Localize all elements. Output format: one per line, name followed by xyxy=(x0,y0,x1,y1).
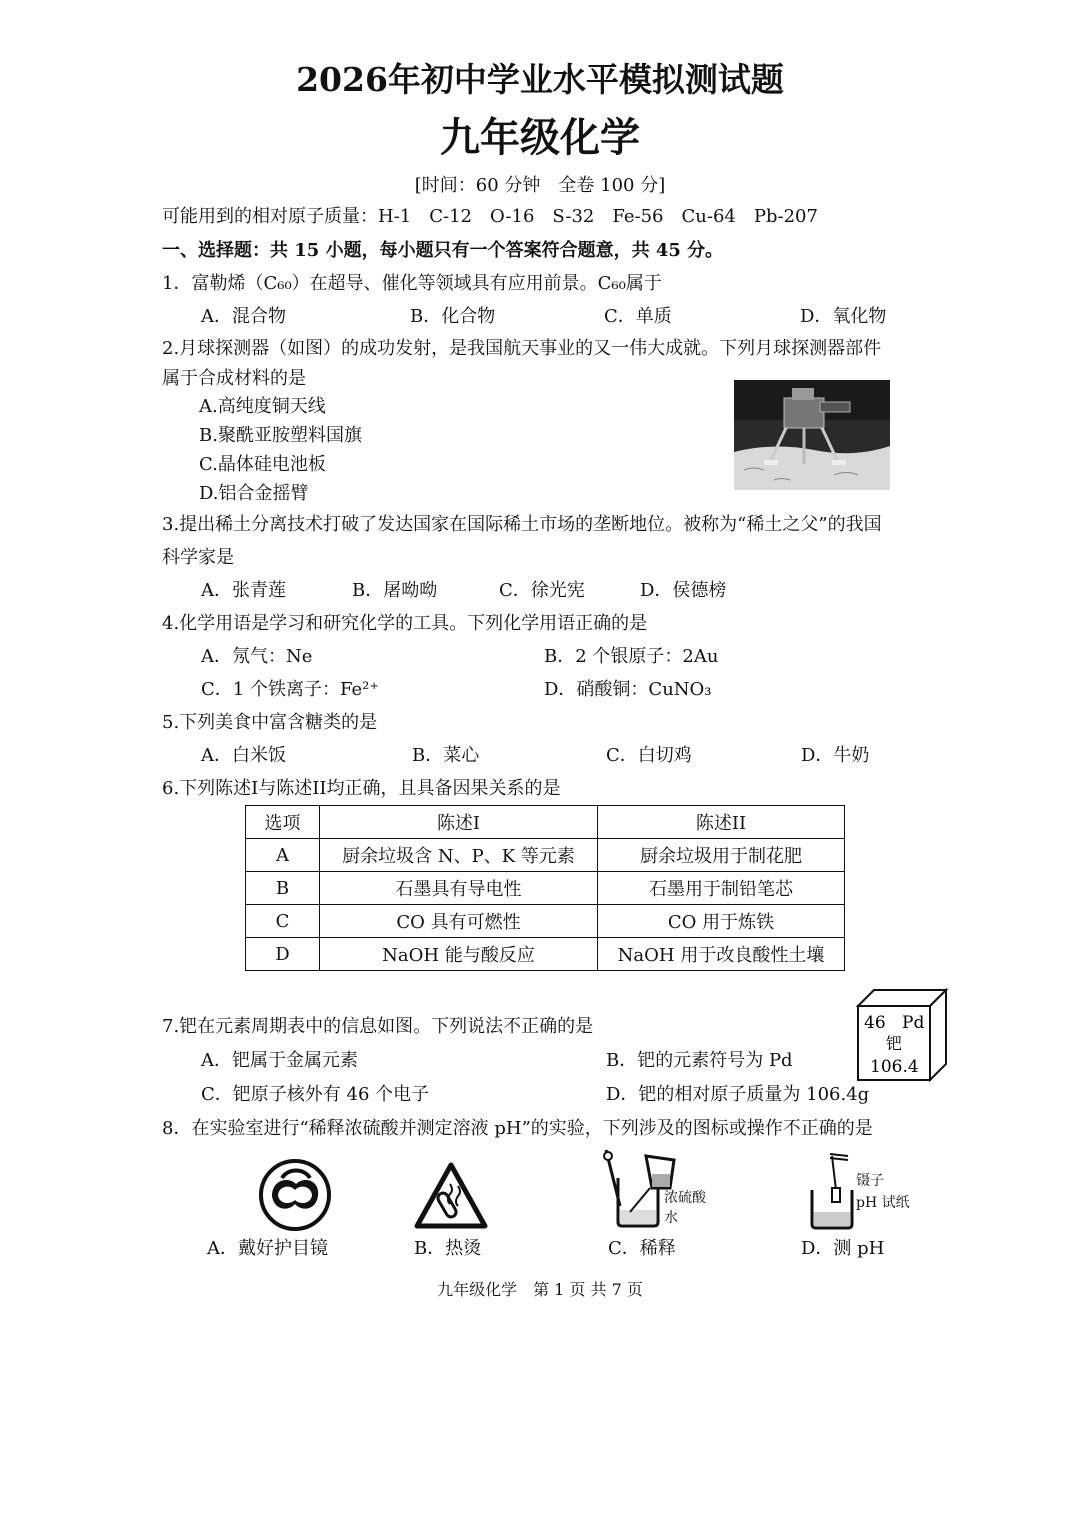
q5-stem: 5.下列美食中富含糖类的是 xyxy=(162,712,378,733)
table-row xyxy=(246,839,845,872)
table-header-row xyxy=(246,806,845,839)
exam-info: [时间：60 分钟 全卷 100 分] xyxy=(414,175,666,196)
table-cell: D xyxy=(246,938,320,971)
table-cell: NaOH 用于改良酸性土壤 xyxy=(598,938,845,971)
table-header-cell: 陈述I xyxy=(320,806,598,839)
exam-title: 2026年初中学业水平模拟测试题 xyxy=(296,60,784,99)
lunar-probe-photo xyxy=(734,380,890,490)
table-header-cell: 选项 xyxy=(246,806,320,839)
q4-option-b: B．2 个银原子：2Au xyxy=(544,646,719,667)
q3-option-d: D．侯德榜 xyxy=(640,580,727,601)
table-row xyxy=(246,938,845,971)
q7-stem: 7.钯在元素周期表中的信息如图。下列说法不正确的是 xyxy=(162,1016,594,1037)
q7-option-d: D．钯的相对原子质量为 106.4g xyxy=(606,1084,870,1105)
q3-stem-line2: 科学家是 xyxy=(162,547,234,568)
label-tweezers: 镊子 xyxy=(856,1173,884,1189)
table-cell: 石墨具有导电性 xyxy=(320,872,598,905)
label-ph-paper: pH 试纸 xyxy=(856,1195,910,1211)
q3-option-b: B．屠呦呦 xyxy=(352,580,438,601)
q4-option-a: A．氖气：Ne xyxy=(201,646,313,667)
table-cell: CO 具有可燃性 xyxy=(320,905,598,938)
q6-table xyxy=(245,805,845,971)
q4-stem: 4.化学用语是学习和研究化学的工具。下列化学用语正确的是 xyxy=(162,613,648,634)
element-cell-palladium xyxy=(856,988,948,1082)
hot-surface-warning-icon xyxy=(414,1162,488,1230)
exam-subject: 九年级化学 xyxy=(440,114,640,161)
q3-option-c: C．徐光宪 xyxy=(499,580,585,601)
element-number: 46 xyxy=(864,1013,886,1033)
goggles-icon xyxy=(258,1158,332,1232)
q1-option-c: C．单质 xyxy=(604,306,672,327)
q3-stem-line1: 3.提出稀土分离技术打破了发达国家在国际稀土市场的垄断地位。被称为“稀土之父”的我国 xyxy=(162,514,882,535)
table-cell: C xyxy=(246,905,320,938)
ph-measure-apparatus-icon xyxy=(808,1150,858,1230)
q8-option-c: C．稀释 xyxy=(608,1238,676,1259)
q8-stem: 8．在实验室进行“稀释浓硫酸并测定溶液 pH”的实验，下列涉及的图标或操作不正确的是 xyxy=(162,1118,873,1139)
q2-option-c: C.晶体硅电池板 xyxy=(199,454,326,475)
q7-option-c: C．钯原子核外有 46 个电子 xyxy=(201,1084,430,1105)
q8-option-d: D．测 pH xyxy=(801,1238,885,1259)
q6-stem: 6.下列陈述I与陈述II均正确，且具备因果关系的是 xyxy=(162,778,561,799)
table-cell: CO 用于炼铁 xyxy=(598,905,845,938)
label-concentrated-acid: 浓硫酸 xyxy=(664,1190,706,1206)
q5-option-d: D．牛奶 xyxy=(801,745,870,766)
atomic-masses: 可能用到的相对原子质量：H-1 C-12 O-16 S-32 Fe-56 Cu-64 Pb-207 xyxy=(162,206,818,227)
element-mass: 106.4 xyxy=(870,1057,919,1077)
section-heading: 一、选择题：共 15 小题，每小题只有一个答案符合题意，共 45 分。 xyxy=(162,240,724,261)
q5-option-b: B．菜心 xyxy=(412,745,480,766)
q2-option-b: B.聚酰亚胺塑料国旗 xyxy=(199,425,362,446)
q1-option-d: D．氧化物 xyxy=(800,306,887,327)
q1-option-b: B．化合物 xyxy=(410,306,496,327)
table-header-cell: 陈述II xyxy=(598,806,845,839)
q8-option-a: A．戴好护目镜 xyxy=(207,1238,328,1259)
q7-option-a: A．钯属于金属元素 xyxy=(201,1050,358,1071)
q1-option-a: A．混合物 xyxy=(201,306,286,327)
table-cell: 厨余垃圾用于制花肥 xyxy=(598,839,845,872)
element-name: 钯 xyxy=(886,1034,903,1053)
element-symbol: Pd xyxy=(902,1013,925,1033)
q8-option-b: B．热烫 xyxy=(414,1238,482,1259)
label-water: 水 xyxy=(664,1210,678,1226)
q5-option-a: A．白米饭 xyxy=(201,745,286,766)
q1-stem: 1．富勒烯（C₆₀）在超导、催化等领域具有应用前景。C₆₀属于 xyxy=(162,273,662,294)
q5-option-c: C．白切鸡 xyxy=(606,745,692,766)
table-cell: B xyxy=(246,872,320,905)
table-cell: NaOH 能与酸反应 xyxy=(320,938,598,971)
q4-option-d: D．硝酸铜：CuNO₃ xyxy=(544,679,712,700)
q2-option-a: A.高纯度铜天线 xyxy=(199,396,326,417)
q7-option-b: B．钯的元素符号为 Pd xyxy=(606,1050,793,1071)
table-cell: 石墨用于制铅笔芯 xyxy=(598,872,845,905)
page-footer: 九年级化学 第 1 页 共 7 页 xyxy=(437,1280,643,1299)
table-cell: 厨余垃圾含 N、P、K 等元素 xyxy=(320,839,598,872)
table-row xyxy=(246,872,845,905)
table-row xyxy=(246,905,845,938)
q2-stem-line2: 属于合成材料的是 xyxy=(162,368,306,389)
q2-stem-line1: 2.月球探测器（如图）的成功发射，是我国航天事业的又一伟大成就。下列月球探测器部件 xyxy=(162,338,882,359)
table-cell: A xyxy=(246,839,320,872)
q2-option-d: D.铝合金摇臂 xyxy=(199,483,309,504)
q3-option-a: A．张青莲 xyxy=(201,580,286,601)
q4-option-c: C．1 个铁离子：Fe²⁺ xyxy=(201,679,379,700)
